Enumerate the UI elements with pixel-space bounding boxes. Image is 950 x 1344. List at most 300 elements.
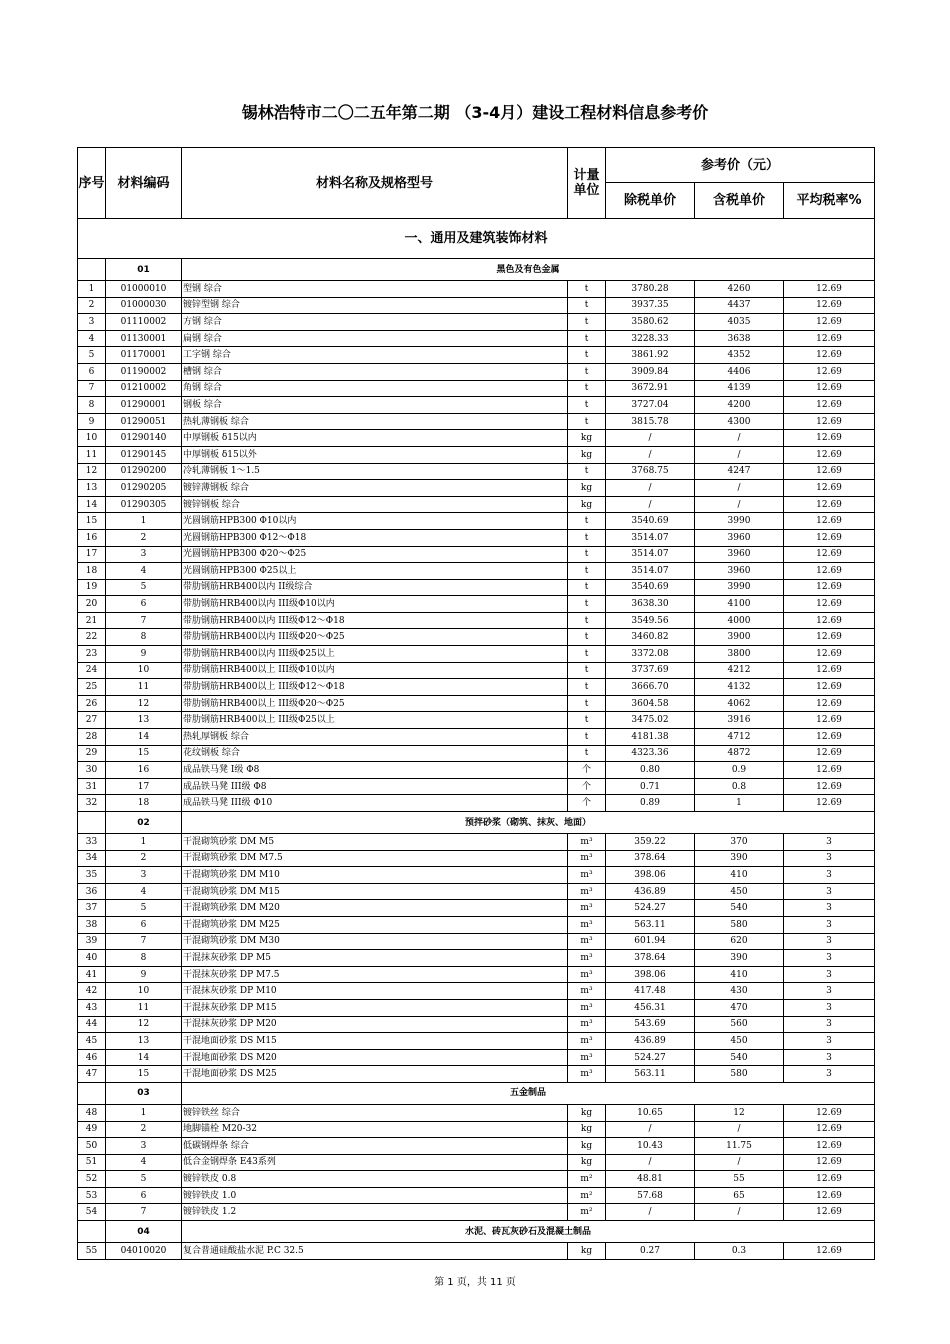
row-unit: t [568, 679, 606, 696]
row-code: 7 [106, 1204, 182, 1221]
row-seq: 48 [78, 1104, 106, 1121]
row-tax-rate: 12.69 [784, 397, 875, 414]
row-seq: 21 [78, 612, 106, 629]
row-tax-rate: 12.69 [784, 762, 875, 779]
row-ex-tax: 3666.70 [606, 679, 695, 696]
row-ex-tax: 3514.07 [606, 529, 695, 546]
table-row [78, 1243, 875, 1260]
row-unit: m³ [568, 916, 606, 933]
row-seq: 27 [78, 712, 106, 729]
row-unit: t [568, 546, 606, 563]
row-inc-tax: 4352 [695, 347, 784, 364]
row-name: 干混砌筑砂浆 DM M5 [182, 834, 568, 851]
row-code: 4 [106, 1154, 182, 1171]
row-inc-tax: 3990 [695, 513, 784, 530]
row-code: 16 [106, 762, 182, 779]
row-code: 8 [106, 629, 182, 646]
row-tax-rate: 12.69 [784, 1187, 875, 1204]
row-unit: kg [568, 1138, 606, 1155]
table-row [78, 480, 875, 497]
table-row [78, 1171, 875, 1188]
row-seq: 22 [78, 629, 106, 646]
row-name: 工字钢 综合 [182, 347, 568, 364]
row-unit: m³ [568, 883, 606, 900]
row-name: 带肋钢筋HRB400以内 II级综合 [182, 579, 568, 596]
row-ex-tax: 601.94 [606, 933, 695, 950]
table-row [78, 695, 875, 712]
row-code: 15 [106, 745, 182, 762]
section-row [78, 219, 875, 259]
row-tax-rate: 12.69 [784, 480, 875, 497]
row-tax-rate: 12.69 [784, 612, 875, 629]
row-inc-tax: / [695, 480, 784, 497]
row-seq: 42 [78, 983, 106, 1000]
row-seq: 4 [78, 330, 106, 347]
group-spacer [78, 812, 106, 834]
table-row [78, 314, 875, 331]
row-code: 01190002 [106, 363, 182, 380]
row-unit: t [568, 596, 606, 613]
row-ex-tax: 3768.75 [606, 463, 695, 480]
row-ex-tax: / [606, 496, 695, 513]
row-ex-tax: / [606, 1154, 695, 1171]
row-ex-tax: 48.81 [606, 1171, 695, 1188]
row-code: 5 [106, 579, 182, 596]
row-code: 6 [106, 1187, 182, 1204]
row-name: 干混砌筑砂浆 DM M30 [182, 933, 568, 950]
table-row [78, 662, 875, 679]
row-tax-rate: 12.69 [784, 778, 875, 795]
row-ex-tax: 10.43 [606, 1138, 695, 1155]
row-name: 干混抹灰砂浆 DP M7.5 [182, 966, 568, 983]
row-name: 扁钢 综合 [182, 330, 568, 347]
row-ex-tax: 398.06 [606, 966, 695, 983]
row-code: 5 [106, 1171, 182, 1188]
row-code: 8 [106, 950, 182, 967]
row-inc-tax: 410 [695, 966, 784, 983]
row-seq: 23 [78, 646, 106, 663]
row-seq: 5 [78, 347, 106, 364]
row-tax-rate: 12.69 [784, 1243, 875, 1260]
row-unit: kg [568, 480, 606, 497]
row-ex-tax: 359.22 [606, 834, 695, 851]
row-inc-tax: 4712 [695, 729, 784, 746]
row-tax-rate: 12.69 [784, 629, 875, 646]
group-code: 01 [106, 259, 182, 281]
group-spacer [78, 1082, 106, 1104]
row-seq: 12 [78, 463, 106, 480]
row-seq: 43 [78, 999, 106, 1016]
table-row [78, 513, 875, 530]
row-inc-tax: 4300 [695, 413, 784, 430]
row-ex-tax: 3540.69 [606, 579, 695, 596]
table-row [78, 712, 875, 729]
row-seq: 30 [78, 762, 106, 779]
row-tax-rate: 12.69 [784, 430, 875, 447]
row-code: 11 [106, 999, 182, 1016]
row-code: 3 [106, 867, 182, 884]
table-row [78, 546, 875, 563]
section-title: 一、通用及建筑装饰材料 [78, 219, 875, 259]
table-row [78, 347, 875, 364]
row-ex-tax: 0.80 [606, 762, 695, 779]
row-name: 地脚锚栓 M20-32 [182, 1121, 568, 1138]
row-code: 13 [106, 712, 182, 729]
row-name: 干混地面砂浆 DS M25 [182, 1066, 568, 1083]
row-inc-tax: 3900 [695, 629, 784, 646]
row-name: 型钢 综合 [182, 281, 568, 298]
row-seq: 11 [78, 446, 106, 463]
row-unit: t [568, 579, 606, 596]
row-tax-rate: 12.69 [784, 1154, 875, 1171]
row-inc-tax: 0.9 [695, 762, 784, 779]
row-inc-tax: / [695, 446, 784, 463]
row-code: 15 [106, 1066, 182, 1083]
row-ex-tax: 0.27 [606, 1243, 695, 1260]
table-row [78, 916, 875, 933]
group-name: 水泥、砖瓦灰砂石及混凝土制品 [182, 1221, 875, 1243]
table-row [78, 850, 875, 867]
row-code: 2 [106, 529, 182, 546]
row-tax-rate: 12.69 [784, 712, 875, 729]
row-ex-tax: / [606, 430, 695, 447]
table-row [78, 867, 875, 884]
row-seq: 36 [78, 883, 106, 900]
row-tax-rate: 12.69 [784, 1171, 875, 1188]
row-ex-tax: 3780.28 [606, 281, 695, 298]
row-name: 干混砌筑砂浆 DM M20 [182, 900, 568, 917]
row-ex-tax: 378.64 [606, 850, 695, 867]
header-ex-tax: 除税单价 [606, 183, 695, 219]
row-name: 带肋钢筋HRB400以上 III级Φ10以内 [182, 662, 568, 679]
group-code: 02 [106, 812, 182, 834]
row-inc-tax: / [695, 430, 784, 447]
row-inc-tax: / [695, 1204, 784, 1221]
group-name: 五金制品 [182, 1082, 875, 1104]
row-name: 光圆钢筋HPB300 Φ25以上 [182, 563, 568, 580]
table-row [78, 397, 875, 414]
row-code: 01110002 [106, 314, 182, 331]
row-unit: t [568, 314, 606, 331]
row-name: 钢板 综合 [182, 397, 568, 414]
row-tax-rate: 12.69 [784, 363, 875, 380]
row-unit: m³ [568, 850, 606, 867]
row-tax-rate: 12.69 [784, 1104, 875, 1121]
row-seq: 18 [78, 563, 106, 580]
row-unit: kg [568, 446, 606, 463]
table-row [78, 629, 875, 646]
row-seq: 49 [78, 1121, 106, 1138]
row-tax-rate: 3 [784, 834, 875, 851]
row-inc-tax: 3638 [695, 330, 784, 347]
row-unit: t [568, 463, 606, 480]
row-name: 镀锌薄钢板 综合 [182, 480, 568, 497]
row-inc-tax: 0.8 [695, 778, 784, 795]
row-name: 镀锌钢板 综合 [182, 496, 568, 513]
row-tax-rate: 12.69 [784, 646, 875, 663]
row-tax-rate: 3 [784, 999, 875, 1016]
row-unit: m³ [568, 834, 606, 851]
row-seq: 8 [78, 397, 106, 414]
group-name: 预拌砂浆（砌筑、抹灰、地面） [182, 812, 875, 834]
row-seq: 54 [78, 1204, 106, 1221]
row-ex-tax: 543.69 [606, 1016, 695, 1033]
row-seq: 1 [78, 281, 106, 298]
table-row [78, 1104, 875, 1121]
row-tax-rate: 3 [784, 966, 875, 983]
row-seq: 39 [78, 933, 106, 950]
table-row [78, 330, 875, 347]
row-name: 带肋钢筋HRB400以上 III级Φ25以上 [182, 712, 568, 729]
row-inc-tax: 3960 [695, 546, 784, 563]
row-unit: t [568, 347, 606, 364]
row-inc-tax: 560 [695, 1016, 784, 1033]
row-ex-tax: 524.27 [606, 900, 695, 917]
header-tax-rate: 平均税率% [784, 183, 875, 219]
row-inc-tax: 410 [695, 867, 784, 884]
row-inc-tax: 4437 [695, 297, 784, 314]
page-title: 锡林浩特市二〇二五年第二期 （3-4月）建设工程材料信息参考价 [241, 103, 709, 122]
table-row [78, 281, 875, 298]
row-name: 镀锌型钢 综合 [182, 297, 568, 314]
row-inc-tax: 0.3 [695, 1243, 784, 1260]
table-row [78, 900, 875, 917]
row-code: 6 [106, 596, 182, 613]
row-code: 6 [106, 916, 182, 933]
row-name: 槽钢 综合 [182, 363, 568, 380]
row-code: 01000010 [106, 281, 182, 298]
row-code: 3 [106, 1138, 182, 1155]
row-ex-tax: 3861.92 [606, 347, 695, 364]
row-inc-tax: 4212 [695, 662, 784, 679]
row-ex-tax: / [606, 480, 695, 497]
row-seq: 6 [78, 363, 106, 380]
row-tax-rate: 12.69 [784, 314, 875, 331]
row-tax-rate: 3 [784, 850, 875, 867]
table-row [78, 1138, 875, 1155]
row-code: 14 [106, 729, 182, 746]
row-seq: 3 [78, 314, 106, 331]
row-ex-tax: 3604.58 [606, 695, 695, 712]
row-seq: 17 [78, 546, 106, 563]
row-inc-tax: 4260 [695, 281, 784, 298]
row-inc-tax: 4000 [695, 612, 784, 629]
table-row [78, 413, 875, 430]
row-inc-tax: 540 [695, 1049, 784, 1066]
row-name: 低合金钢焊条 E43系列 [182, 1154, 568, 1171]
row-ex-tax: 3638.30 [606, 596, 695, 613]
row-name: 热轧厚钢板 综合 [182, 729, 568, 746]
row-ex-tax: 3909.84 [606, 363, 695, 380]
table-row [78, 883, 875, 900]
row-seq: 19 [78, 579, 106, 596]
row-ex-tax: 3460.82 [606, 629, 695, 646]
row-inc-tax: 390 [695, 850, 784, 867]
table-row [78, 297, 875, 314]
row-seq: 26 [78, 695, 106, 712]
table-row [78, 679, 875, 696]
header-code: 材料编码 [106, 148, 182, 219]
row-name: 镀锌铁皮 1.0 [182, 1187, 568, 1204]
row-code: 01290001 [106, 397, 182, 414]
row-code: 9 [106, 646, 182, 663]
row-code: 12 [106, 695, 182, 712]
header-inc-tax: 含税单价 [695, 183, 784, 219]
row-ex-tax: / [606, 1204, 695, 1221]
row-ex-tax: 524.27 [606, 1049, 695, 1066]
row-unit: kg [568, 1154, 606, 1171]
row-seq: 40 [78, 950, 106, 967]
row-inc-tax: / [695, 496, 784, 513]
row-name: 带肋钢筋HRB400以上 III级Φ12～Φ18 [182, 679, 568, 696]
row-code: 2 [106, 850, 182, 867]
row-name: 光圆钢筋HPB300 Φ20～Φ25 [182, 546, 568, 563]
price-table [77, 147, 875, 1260]
table-row [78, 563, 875, 580]
row-unit: t [568, 413, 606, 430]
row-unit: m³ [568, 983, 606, 1000]
row-seq: 31 [78, 778, 106, 795]
group-row [78, 259, 875, 281]
table-row [78, 496, 875, 513]
table-row [78, 646, 875, 663]
row-ex-tax: 10.65 [606, 1104, 695, 1121]
row-name: 干混抹灰砂浆 DP M10 [182, 983, 568, 1000]
row-unit: m³ [568, 950, 606, 967]
row-unit: m³ [568, 1016, 606, 1033]
row-ex-tax: 417.48 [606, 983, 695, 1000]
row-seq: 44 [78, 1016, 106, 1033]
row-tax-rate: 12.69 [784, 413, 875, 430]
row-unit: t [568, 662, 606, 679]
row-unit: m³ [568, 1033, 606, 1050]
row-seq: 15 [78, 513, 106, 530]
table-row [78, 762, 875, 779]
row-unit: kg [568, 1104, 606, 1121]
row-seq: 45 [78, 1033, 106, 1050]
group-row [78, 812, 875, 834]
row-tax-rate: 12.69 [784, 330, 875, 347]
row-seq: 14 [78, 496, 106, 513]
row-tax-rate: 12.69 [784, 281, 875, 298]
table-row [78, 1121, 875, 1138]
table-row [78, 1016, 875, 1033]
row-code: 01290145 [106, 446, 182, 463]
row-name: 角钢 综合 [182, 380, 568, 397]
row-ex-tax: 3540.69 [606, 513, 695, 530]
table-row [78, 1204, 875, 1221]
row-unit: t [568, 363, 606, 380]
row-ex-tax: 3727.04 [606, 397, 695, 414]
row-unit: t [568, 397, 606, 414]
row-ex-tax: 3514.07 [606, 546, 695, 563]
row-ex-tax: 0.71 [606, 778, 695, 795]
row-unit: t [568, 529, 606, 546]
table-row [78, 529, 875, 546]
row-name: 带肋钢筋HRB400以内 III级Φ10以内 [182, 596, 568, 613]
row-code: 4 [106, 563, 182, 580]
row-ex-tax: 0.89 [606, 795, 695, 812]
row-ex-tax: 4181.38 [606, 729, 695, 746]
row-tax-rate: 12.69 [784, 745, 875, 762]
row-ex-tax: 57.68 [606, 1187, 695, 1204]
row-code: 10 [106, 662, 182, 679]
table-row [78, 778, 875, 795]
row-seq: 10 [78, 430, 106, 447]
row-tax-rate: 12.69 [784, 546, 875, 563]
table-row [78, 795, 875, 812]
row-code: 01290200 [106, 463, 182, 480]
row-name: 镀锌铁丝 综合 [182, 1104, 568, 1121]
row-seq: 35 [78, 867, 106, 884]
row-name: 镀锌铁皮 1.2 [182, 1204, 568, 1221]
table-row [78, 966, 875, 983]
row-seq: 53 [78, 1187, 106, 1204]
row-name: 冷轧薄钢板 1～1.5 [182, 463, 568, 480]
row-seq: 2 [78, 297, 106, 314]
row-seq: 37 [78, 900, 106, 917]
group-name: 黑色及有色金属 [182, 259, 875, 281]
header-ref-price: 参考价（元） [606, 148, 875, 183]
row-seq: 32 [78, 795, 106, 812]
row-code: 01000030 [106, 297, 182, 314]
row-ex-tax: 436.89 [606, 1033, 695, 1050]
row-name: 干混地面砂浆 DS M15 [182, 1033, 568, 1050]
row-inc-tax: 12 [695, 1104, 784, 1121]
row-unit: t [568, 297, 606, 314]
row-inc-tax: 370 [695, 834, 784, 851]
row-inc-tax: 11.75 [695, 1138, 784, 1155]
row-code: 14 [106, 1049, 182, 1066]
table-row [78, 834, 875, 851]
row-code: 01290051 [106, 413, 182, 430]
row-inc-tax: 3800 [695, 646, 784, 663]
row-inc-tax: 4247 [695, 463, 784, 480]
row-name: 光圆钢筋HPB300 Φ10以内 [182, 513, 568, 530]
row-name: 低碳钢焊条 综合 [182, 1138, 568, 1155]
row-tax-rate: 12.69 [784, 513, 875, 530]
row-name: 方钢 综合 [182, 314, 568, 331]
row-inc-tax: 3960 [695, 563, 784, 580]
row-unit: t [568, 629, 606, 646]
row-code: 01290140 [106, 430, 182, 447]
row-ex-tax: 3672.91 [606, 380, 695, 397]
row-seq: 16 [78, 529, 106, 546]
row-tax-rate: 3 [784, 950, 875, 967]
table-row [78, 729, 875, 746]
row-unit: m³ [568, 966, 606, 983]
row-code: 01130001 [106, 330, 182, 347]
row-seq: 55 [78, 1243, 106, 1260]
row-name: 花纹钢板 综合 [182, 745, 568, 762]
row-inc-tax: 4406 [695, 363, 784, 380]
group-spacer [78, 259, 106, 281]
row-name: 中厚钢板 δ15以内 [182, 430, 568, 447]
row-name: 干混抹灰砂浆 DP M15 [182, 999, 568, 1016]
row-name: 带肋钢筋HRB400以内 III级Φ25以上 [182, 646, 568, 663]
row-unit: t [568, 513, 606, 530]
row-ex-tax: 3737.69 [606, 662, 695, 679]
row-code: 17 [106, 778, 182, 795]
row-tax-rate: 12.69 [784, 297, 875, 314]
row-tax-rate: 3 [784, 1066, 875, 1083]
row-unit: m³ [568, 933, 606, 950]
row-code: 01210002 [106, 380, 182, 397]
row-inc-tax: 470 [695, 999, 784, 1016]
row-name: 成品铁马凳 I级 Φ8 [182, 762, 568, 779]
row-code: 2 [106, 1121, 182, 1138]
row-tax-rate: 12.69 [784, 1138, 875, 1155]
